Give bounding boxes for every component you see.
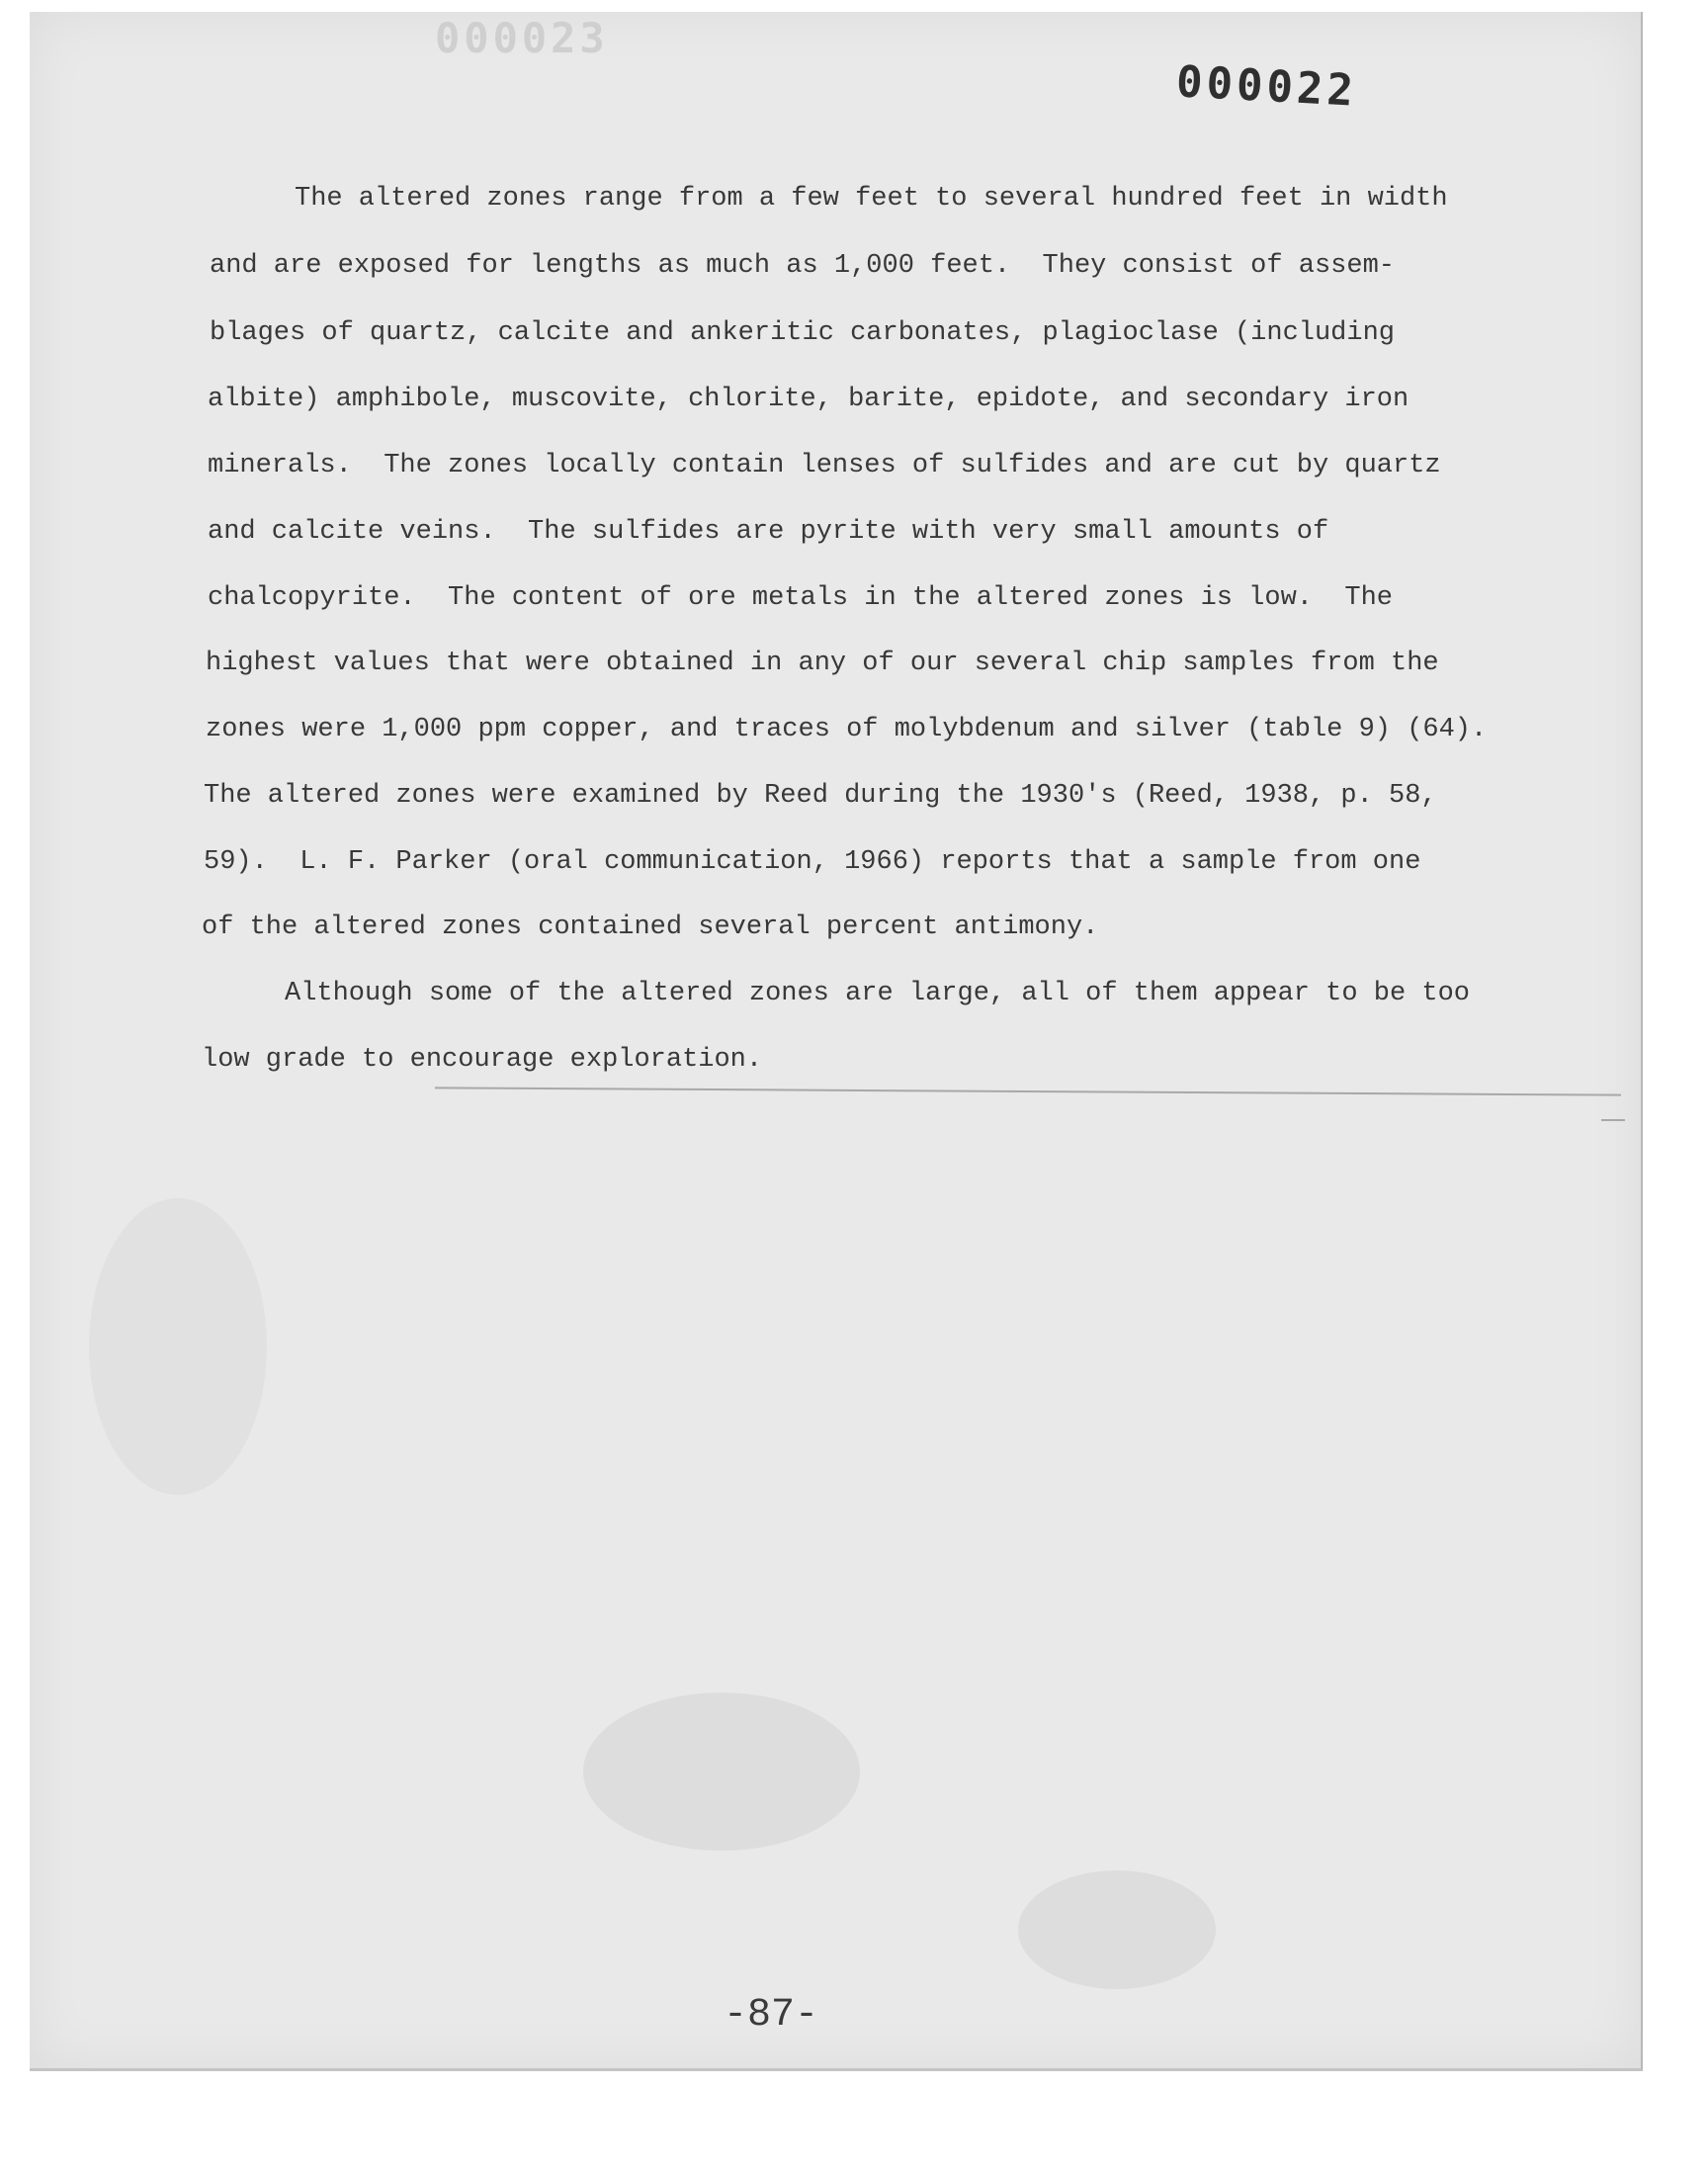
- text-line: low grade to encourage exploration.: [202, 1045, 763, 1075]
- bleed-through-stamp: 000023: [435, 14, 609, 62]
- text-line: and calcite veins. The sulfides are pyrite with very small amounts of: [208, 517, 1329, 547]
- scan-smudge: [89, 1198, 267, 1495]
- page-number: -87-: [724, 1993, 819, 2038]
- text-line: Although some of the altered zones are large, all of them appear to be too: [285, 979, 1470, 1008]
- scan-smudge: [1018, 1870, 1216, 1989]
- text-line: of the altered zones contained several percent antimony.: [202, 913, 1099, 942]
- text-line: albite) amphibole, muscovite, chlorite, barite, epidote, and secondary iron: [208, 385, 1409, 414]
- text-line: The altered zones range from a few feet to several hundred feet in width: [295, 184, 1448, 214]
- text-line: highest values that were obtained in any of our several chip samples from the: [206, 649, 1439, 678]
- scan-smudge: [583, 1693, 860, 1851]
- document-stamp-number: 000022: [1174, 56, 1359, 117]
- text-line: blages of quartz, calcite and ankeritic carbonates, plagioclase (including: [210, 318, 1395, 348]
- text-line: minerals. The zones locally contain lenses of sulfides and are cut by quartz: [208, 451, 1441, 480]
- text-line: and are exposed for lengths as much as 1,000 feet. They consist of assem-: [210, 251, 1395, 281]
- text-line: zones were 1,000 ppm copper, and traces of molybdenum and silver (table 9) (64).: [206, 715, 1488, 744]
- text-line: The altered zones were examined by Reed during the 1930's (Reed, 1938, p. 58,: [204, 781, 1437, 811]
- text-line: 59). L. F. Parker (oral communication, 1966) reports that a sample from one: [204, 847, 1421, 877]
- text-line: chalcopyrite. The content of ore metals in the altered zones is low. The: [208, 583, 1393, 613]
- scan-margin: [0, 2074, 1708, 2175]
